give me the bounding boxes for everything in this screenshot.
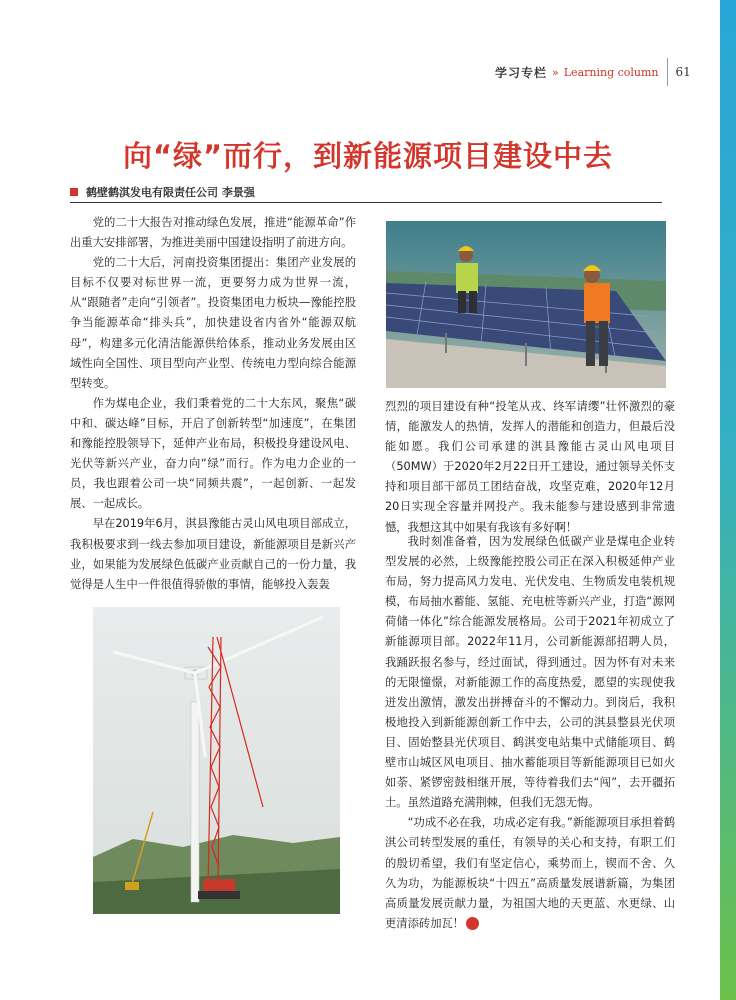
chevron-icon: »	[552, 65, 559, 79]
author-name: 鹤壁鹤淇发电有限责任公司 李景强	[86, 186, 255, 199]
wind-turbine-photo	[93, 607, 340, 914]
page-number: 61	[675, 65, 691, 79]
title-rule	[70, 202, 662, 203]
end-mark-icon	[466, 917, 479, 930]
paragraph-4: 早在2019年6月，淇县豫能古灵山风电项目部成立，我积极要求到一线去参加项目建设，新能源项目是新兴产业，如果能为发展绿色低碳产业贡献自己的一份力量，我觉得是人生中一件很值得骄傲的事情，能够投入轰轰	[70, 517, 356, 591]
section-label: 学习专栏	[495, 65, 548, 80]
author-marker-icon	[70, 188, 78, 196]
article-title: 向“绿”而行，到新能源项目建设中去	[122, 139, 614, 173]
author-line	[70, 184, 255, 200]
running-header	[495, 62, 691, 82]
left-column	[70, 213, 356, 595]
paragraph-1: 党的二十大报告对推动绿色发展，推进“能源革命”作出重大安排部署，为推进美丽中国建设指明了前进方向。	[70, 216, 356, 250]
right-column-bottom	[385, 532, 675, 934]
paragraph-6-text: “功成不必在我，功成必定有我。”新能源项目承担着鹤淇公司转型发展的重任，有领导的关心和支持，有职工们的殷切希望，我们有坚定信心，乘势而上，锲而不舍、久久为功，为能源板块“十四五”高质量发展谱新篇，为集团高质量发展贡献力量，为祖国大地的天更蓝、水更绿、山更清添砖加瓦！	[385, 816, 675, 930]
paragraph-6	[385, 813, 675, 934]
paragraph-4-continued: 烈烈的项目建设有种“投笔从戎、终军请缨”壮怀激烈的豪情，能激发人的热情，发挥人的潜能和创造力，但最后没能如愿。我们公司承建的淇县豫能古灵山风电项目（50MW）于2020年2月22日开工建设，通过领导关怀支持和项目部干部员工团结奋战，攻坚克难，2020年12月20日实现全容量并网投产。我未能参与建设感到非常遗憾，我想这其中如果有我该有多好啊！	[385, 400, 675, 534]
paragraph-3: 作为煤电企业，我们秉着党的二十大东风，聚焦“碳中和、碳达峰”目标，开启了创新转型“加速度”，在集团和豫能控股领导下，延伸产业布局，积极投身建设风电、光伏等新兴产业，奋力向“绿”而行。作为电力企业的一员，我也跟着公司一块“同频共震”，一起创新、一起发展、一起成长。	[70, 396, 356, 511]
paragraph-5: 我时刻准备着，因为发展绿色低碳产业是煤电企业转型发展的必然，上级豫能控股公司正在深入积极延伸产业布局，努力提高风力发电、光伏发电、生物质发电装机规模，布局抽水蓄能、氢能、充电桩等新兴产业，打造“源网荷储一体化”综合能源发展格局。公司于2021年初成立了新能源项目部。2022年11月，公司新能源部招聘人员，我踊跃报名参与，经过面试，得到通过。因为怀有对未来的无限憧憬，对新能源工作的高度热爱，愿望的实现使我迸发出激情，激发出拼搏奋斗的不懈动力。到岗后，我积极地投入到新能源创新工作中去，公司的淇县整县光伏项目、固始整县光伏项目、鹤淇变电站集中式储能项目、鹤壁市山城区风电项目、抽水蓄能项目等新能源项目已如火如荼、紧锣密鼓相继开展，等待着我们去“闯”，去开疆拓土。虽然道路充满荆棘，但我们无怨无悔。	[385, 535, 675, 810]
section-label-en: Learning column	[563, 65, 659, 79]
solar-workers-photo	[386, 221, 666, 388]
right-column-top	[385, 397, 675, 538]
header-divider	[667, 58, 668, 86]
paragraph-2: 党的二十大后，河南投资集团提出：集团产业发展的目标不仅要对标世界一流，更要努力成为世界一流，从“跟随者”走向“引领者”。投资集团电力板块—豫能控股争当能源革命“排头兵”，加快建设省内省外“能源双航母”，构建多元化清洁能源供给体系，推动业务发展由区域性向全国性、项目型向产业型、传统电力型向综合能源型转变。	[70, 256, 356, 390]
